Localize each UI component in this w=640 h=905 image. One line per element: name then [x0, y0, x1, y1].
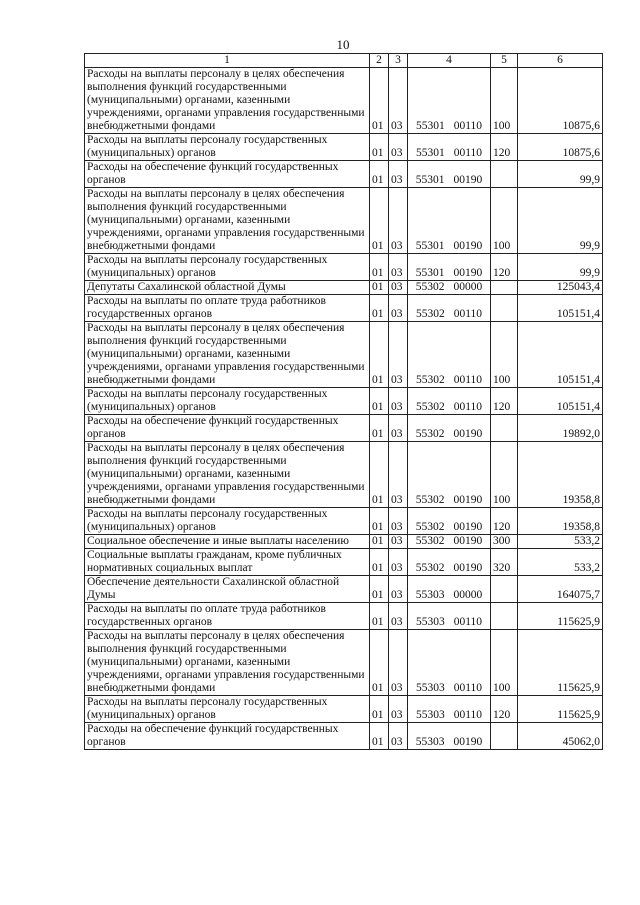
direction-code: 00190 [453, 494, 483, 506]
table-row [85, 254, 603, 281]
direction-code: 00190 [453, 240, 483, 252]
expense-type-code: 120 [491, 388, 518, 415]
expense-name: Социальное обеспечение и иные выплаты населению [85, 535, 370, 549]
expense-type-code: 120 [491, 696, 518, 723]
amount: 99,9 [518, 188, 603, 254]
expense-name: Обеспечение деятельности Сахалинской областной Думы [85, 576, 370, 603]
target-article-code [408, 388, 491, 415]
amount: 10875,6 [518, 134, 603, 161]
amount: 533,2 [518, 535, 603, 549]
expense-name: Расходы на обеспечение функций государственных органов [85, 161, 370, 188]
expense-name: Расходы на выплаты персоналу государственных (муниципальных) органов [85, 388, 370, 415]
program-code: 55303 [415, 616, 445, 628]
program-code: 55302 [415, 535, 445, 547]
expense-type-code [491, 281, 518, 295]
subsection-code: 03 [389, 281, 408, 295]
expense-name: Расходы на выплаты персоналу государственных (муниципальных) органов [85, 134, 370, 161]
section-code: 01 [370, 630, 389, 696]
subsection-code: 03 [389, 295, 408, 322]
subsection-code: 03 [389, 322, 408, 388]
subsection-code: 03 [389, 603, 408, 630]
section-code: 01 [370, 295, 389, 322]
amount: 99,9 [518, 254, 603, 281]
table-row [85, 188, 603, 254]
target-article-code [408, 134, 491, 161]
table-header-row [85, 54, 603, 68]
expense-type-code [491, 415, 518, 442]
subsection-code: 03 [389, 388, 408, 415]
program-code: 55302 [415, 281, 445, 293]
expense-type-code: 100 [491, 322, 518, 388]
table-row [85, 322, 603, 388]
expense-type-code: 100 [491, 630, 518, 696]
expense-type-code: 100 [491, 188, 518, 254]
expense-type-code [491, 576, 518, 603]
table-row [85, 281, 603, 295]
amount: 105151,4 [518, 322, 603, 388]
program-code: 55302 [415, 401, 445, 413]
program-code: 55302 [415, 562, 445, 574]
table-row [85, 68, 603, 134]
amount: 125043,4 [518, 281, 603, 295]
section-code: 01 [370, 281, 389, 295]
amount: 164075,7 [518, 576, 603, 603]
subsection-code: 03 [389, 188, 408, 254]
target-article-code [408, 68, 491, 134]
section-code: 01 [370, 68, 389, 134]
table-row [85, 723, 603, 750]
direction-code: 00110 [453, 401, 483, 413]
expense-name: Расходы на выплаты персоналу в целях обеспечения выполнения функций государственными (муниципальными) органами, казенными учреждениями, органами управления государственными внебюджетными фондами [85, 68, 370, 134]
target-article-code [408, 508, 491, 535]
table-row [85, 549, 603, 576]
program-code: 55302 [415, 494, 445, 506]
target-article-code [408, 254, 491, 281]
expense-name: Расходы на выплаты персоналу в целях обеспечения выполнения функций государственными (муниципальными) органами, казенными учреждениями, органами управления государственными внебюджетными фондами [85, 322, 370, 388]
expense-name: Расходы на выплаты персоналу государственных (муниципальных) органов [85, 696, 370, 723]
amount: 10875,6 [518, 68, 603, 134]
target-article-code [408, 549, 491, 576]
expense-type-code: 100 [491, 68, 518, 134]
expense-name: Социальные выплаты гражданам, кроме публичных нормативных социальных выплат [85, 549, 370, 576]
direction-code: 00000 [453, 281, 483, 293]
expense-type-code [491, 161, 518, 188]
section-code: 01 [370, 415, 389, 442]
program-code: 55301 [415, 240, 445, 252]
subsection-code: 03 [389, 630, 408, 696]
direction-code: 00110 [453, 147, 483, 159]
direction-code: 00110 [453, 308, 483, 320]
amount: 19892,0 [518, 415, 603, 442]
table-row [85, 161, 603, 188]
table-row [85, 134, 603, 161]
subsection-code: 03 [389, 535, 408, 549]
amount: 115625,9 [518, 603, 603, 630]
target-article-code [408, 603, 491, 630]
expense-type-code [491, 723, 518, 750]
program-code: 55301 [415, 174, 445, 186]
amount: 19358,8 [518, 442, 603, 508]
direction-code: 00190 [453, 267, 483, 279]
direction-code: 00190 [453, 562, 483, 574]
expense-name: Расходы на выплаты по оплате труда работников государственных органов [85, 295, 370, 322]
table-row [85, 603, 603, 630]
program-code: 55302 [415, 374, 445, 386]
subsection-code: 03 [389, 442, 408, 508]
program-code: 55303 [415, 589, 445, 601]
section-code: 01 [370, 723, 389, 750]
table-row [85, 415, 603, 442]
target-article-code [408, 535, 491, 549]
amount: 99,9 [518, 161, 603, 188]
header-cell-6: 6 [518, 54, 603, 68]
table-row [85, 508, 603, 535]
direction-code: 00190 [453, 174, 483, 186]
target-article-code [408, 576, 491, 603]
direction-code: 00000 [453, 589, 483, 601]
direction-code: 00110 [453, 709, 483, 721]
target-article-code [408, 295, 491, 322]
budget-table [84, 53, 603, 750]
expense-name: Расходы на обеспечение функций государственных органов [85, 415, 370, 442]
table-row [85, 388, 603, 415]
section-code: 01 [370, 188, 389, 254]
expense-name: Расходы на выплаты по оплате труда работников государственных органов [85, 603, 370, 630]
header-cell-5: 5 [491, 54, 518, 68]
amount: 533,2 [518, 549, 603, 576]
target-article-code [408, 161, 491, 188]
target-article-code [408, 723, 491, 750]
table-row [85, 442, 603, 508]
expense-type-code [491, 295, 518, 322]
section-code: 01 [370, 535, 389, 549]
expense-type-code: 320 [491, 549, 518, 576]
program-code: 55302 [415, 521, 445, 533]
program-code: 55301 [415, 120, 445, 132]
program-code: 55303 [415, 736, 445, 748]
target-article-code [408, 188, 491, 254]
expense-name: Расходы на выплаты персоналу государственных (муниципальных) органов [85, 254, 370, 281]
subsection-code: 03 [389, 68, 408, 134]
target-article-code [408, 442, 491, 508]
target-article-code [408, 630, 491, 696]
table-row [85, 696, 603, 723]
table-row [85, 535, 603, 549]
subsection-code: 03 [389, 134, 408, 161]
direction-code: 00110 [453, 374, 483, 386]
program-code: 55303 [415, 709, 445, 721]
header-cell-3: 3 [389, 54, 408, 68]
expense-type-code: 120 [491, 254, 518, 281]
subsection-code: 03 [389, 508, 408, 535]
target-article-code [408, 322, 491, 388]
direction-code: 00190 [453, 521, 483, 533]
subsection-code: 03 [389, 723, 408, 750]
subsection-code: 03 [389, 696, 408, 723]
expense-name: Расходы на выплаты персоналу в целях обеспечения выполнения функций государственными (муниципальными) органами, казенными учреждениями, органами управления государственными внебюджетными фондами [85, 630, 370, 696]
program-code: 55302 [415, 308, 445, 320]
expense-type-code [491, 603, 518, 630]
header-cell-2: 2 [370, 54, 389, 68]
expense-name: Расходы на выплаты персоналу государственных (муниципальных) органов [85, 508, 370, 535]
target-article-code [408, 281, 491, 295]
section-code: 01 [370, 134, 389, 161]
page-number: 10 [336, 37, 350, 52]
section-code: 01 [370, 254, 389, 281]
subsection-code: 03 [389, 254, 408, 281]
program-code: 55303 [415, 682, 445, 694]
expense-name: Расходы на выплаты персоналу в целях обеспечения выполнения функций государственными (муниципальными) органами, казенными учреждениями, органами управления государственными внебюджетными фондами [85, 442, 370, 508]
amount: 105151,4 [518, 295, 603, 322]
program-code: 55301 [415, 147, 445, 159]
subsection-code: 03 [389, 161, 408, 188]
expense-type-code: 120 [491, 134, 518, 161]
direction-code: 00110 [453, 682, 483, 694]
amount: 115625,9 [518, 630, 603, 696]
section-code: 01 [370, 549, 389, 576]
amount: 115625,9 [518, 696, 603, 723]
table-row [85, 295, 603, 322]
expense-name: Расходы на выплаты персоналу в целях обеспечения выполнения функций государственными (муниципальными) органами, казенными учреждениями, органами управления государственными внебюджетными фондами [85, 188, 370, 254]
target-article-code [408, 696, 491, 723]
expense-type-code: 100 [491, 442, 518, 508]
section-code: 01 [370, 696, 389, 723]
header-cell-1: 1 [85, 54, 370, 68]
subsection-code: 03 [389, 576, 408, 603]
direction-code: 00190 [453, 535, 483, 547]
table-row [85, 630, 603, 696]
direction-code: 00190 [453, 428, 483, 440]
direction-code: 00190 [453, 736, 483, 748]
target-article-code [408, 415, 491, 442]
direction-code: 00110 [453, 616, 483, 628]
section-code: 01 [370, 388, 389, 415]
expense-type-code: 120 [491, 508, 518, 535]
table-row [85, 576, 603, 603]
section-code: 01 [370, 508, 389, 535]
section-code: 01 [370, 161, 389, 188]
section-code: 01 [370, 603, 389, 630]
expense-name: Депутаты Сахалинской областной Думы [85, 281, 370, 295]
header-cell-4: 4 [408, 54, 491, 68]
program-code: 55302 [415, 428, 445, 440]
section-code: 01 [370, 322, 389, 388]
subsection-code: 03 [389, 415, 408, 442]
section-code: 01 [370, 576, 389, 603]
amount: 105151,4 [518, 388, 603, 415]
expense-type-code: 300 [491, 535, 518, 549]
subsection-code: 03 [389, 549, 408, 576]
amount: 45062,0 [518, 723, 603, 750]
amount: 19358,8 [518, 508, 603, 535]
expense-name: Расходы на обеспечение функций государственных органов [85, 723, 370, 750]
direction-code: 00110 [453, 120, 483, 132]
program-code: 55301 [415, 267, 445, 279]
section-code: 01 [370, 442, 389, 508]
